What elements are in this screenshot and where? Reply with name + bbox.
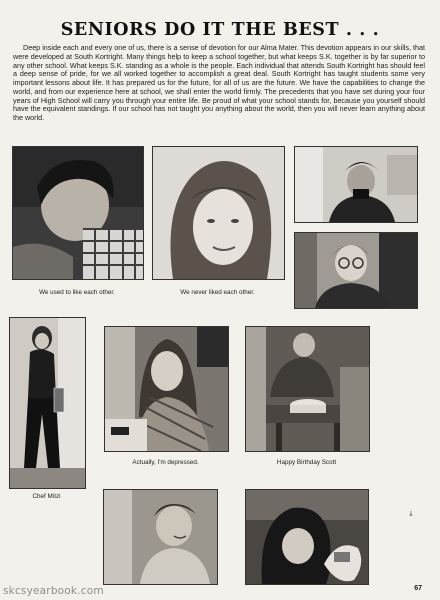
photo-chef-mitzi bbox=[9, 317, 86, 489]
photo-girl-depressed bbox=[104, 326, 229, 452]
photo-birthday-cake bbox=[245, 326, 370, 452]
photo-girl-with-poster bbox=[245, 489, 369, 585]
photo-caption: We used to like each other. bbox=[39, 289, 115, 296]
photo-caption: Happy Birthday Scott bbox=[276, 459, 337, 466]
page-title: SENIORS DO IT THE BEST . . . bbox=[60, 20, 380, 40]
photo-student-with-camera bbox=[294, 146, 418, 223]
photo-caption: Actually, I'm depressed. bbox=[132, 459, 199, 466]
edge-mark: ↓ bbox=[408, 510, 414, 518]
photo-student-smiling bbox=[103, 489, 218, 585]
site-watermark: skcsyearbook.com bbox=[3, 585, 104, 597]
photo-boy-with-plaid-shirt bbox=[12, 146, 144, 280]
photo-caption: Chef Mitzi bbox=[32, 493, 61, 500]
photo-caption: We never liked each other. bbox=[180, 289, 255, 296]
photo-girl-smiling bbox=[152, 146, 285, 280]
intro-paragraph: Deep inside each and every one of us, there is a sense of devotion for our Alma Mater. This devotion appears in our skills, that were developed at South Kortright. Many things help to keep a school together, but what keeps S.K. together is by far superior to any other school. What keeps S.K. standing as a whole is the people. Each individual that attends South Kortright has should feel a deep sense of pride, for we all worked together to accomplish a great deal. South Kortright has taught students some very important lessons about life. It has prepared us for the future, for all of us are the future. We have the capabilities to change the world, and from our experience here at school, we shall enter the world firmly. The precedents that you have set during your four years of High School will carry you through your entire life. Be proud of what your school stands for, because you yourself should have the equivalent standings. If our school has not taught you anything about the world, then you will never learn anything about the world. bbox=[13, 43, 425, 122]
page-number: 67 bbox=[414, 585, 422, 592]
photo-boy-with-glasses bbox=[294, 232, 418, 309]
